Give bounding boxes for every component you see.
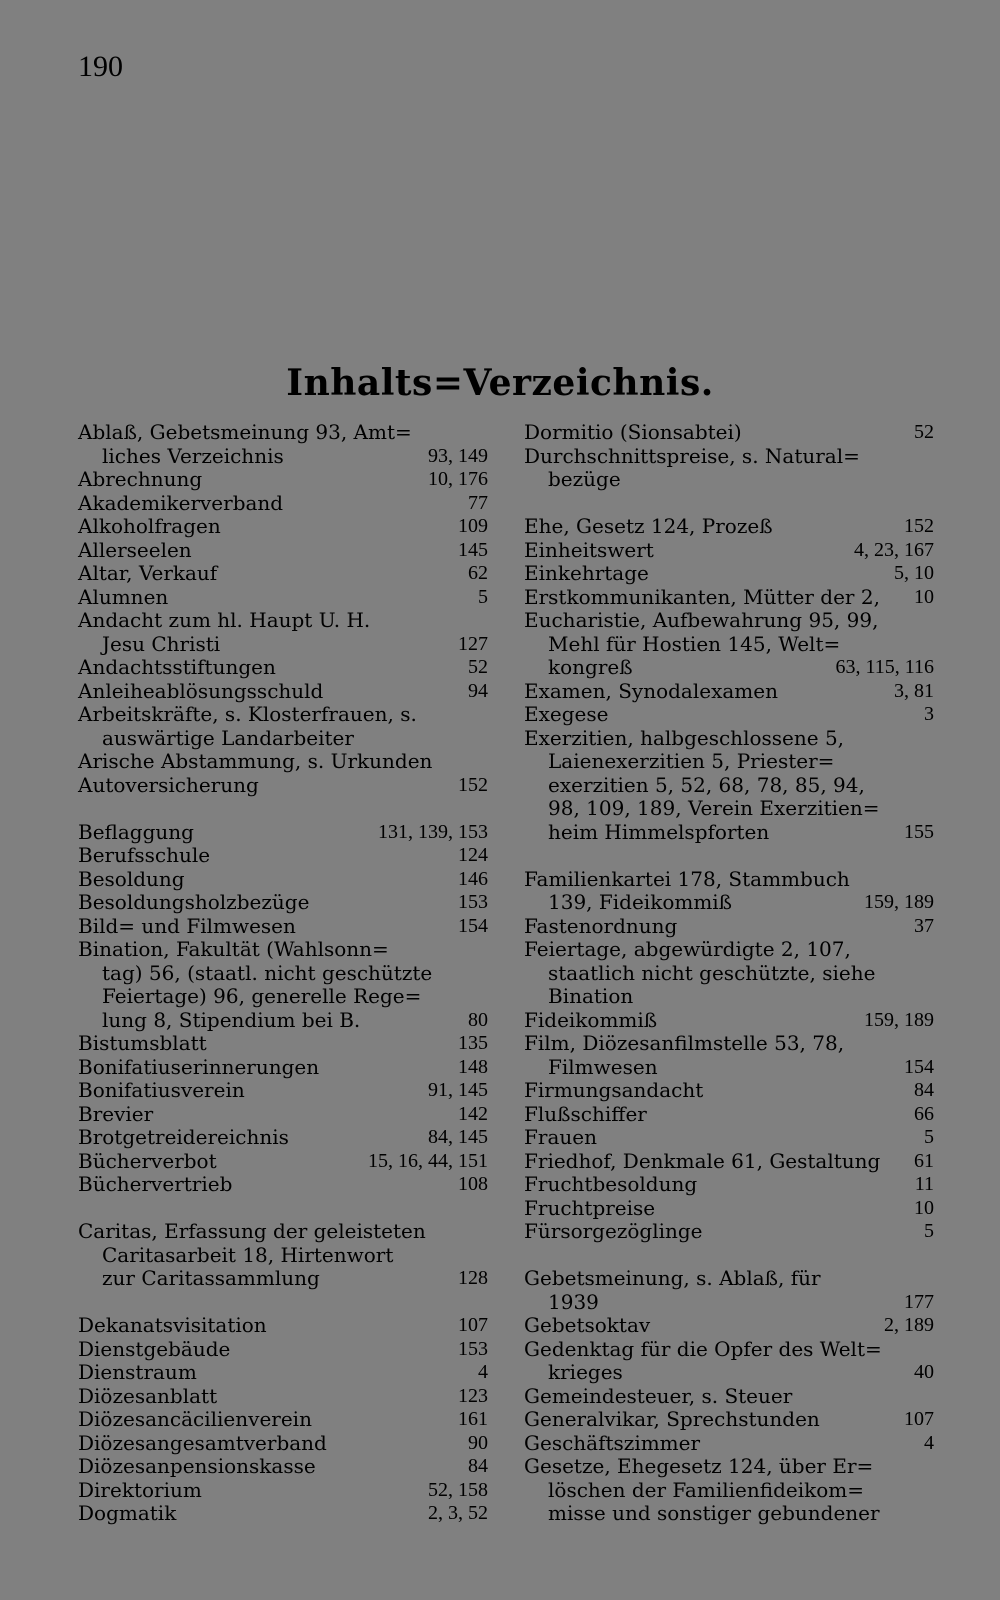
index-entry-text: Altar, Verkauf [78, 561, 218, 585]
index-entry-line [524, 868, 934, 892]
index-entry-page: 161 [458, 1408, 488, 1430]
index-entry-text: Berufsschule [78, 843, 211, 867]
index-entry-text: Fruchtpreise [524, 1195, 656, 1220]
index-entry-line [78, 1079, 488, 1103]
page-title: Inhalts=Verzeichnis. [286, 362, 714, 404]
index-entry-line [78, 1432, 488, 1456]
index-entry-page: 66 [914, 1102, 934, 1125]
index-entry-text: Fideikommiß [524, 1007, 658, 1032]
index-entry-page: 40 [914, 1361, 934, 1383]
index-entry-text: liches Verzeichnis [102, 443, 284, 468]
index-spacer [524, 1244, 934, 1268]
index-entry-text: Flußschiffer [524, 1101, 647, 1126]
index-entry-line [78, 1338, 488, 1362]
index-entry-page: 10 [914, 1196, 934, 1219]
index-entry-page: 5 [924, 1126, 934, 1148]
index-entry-text: Friedhof, Denkmale 61, Gestaltung [524, 1148, 881, 1173]
index-entry-line [524, 1197, 934, 1221]
index-entry-text: Alumnen [78, 584, 169, 609]
index-entry-text: Dekanatsvisitation [78, 1313, 267, 1337]
index-entry-line [524, 1479, 934, 1503]
index-entry-text: Feiertage) 96, generelle Rege= [102, 984, 422, 1008]
index-entry-page: 177 [904, 1290, 934, 1313]
index-entry-text: Diözesanblatt [78, 1383, 218, 1408]
index-entry-line [78, 562, 488, 586]
index-entry-page: 37 [914, 914, 934, 937]
index-entry-text: staatlich nicht geschützte, siehe [548, 960, 876, 985]
index-entry-text: Bonifatiuserinnerungen [78, 1054, 320, 1079]
index-entry-text: Frauen [524, 1125, 597, 1149]
index-entry-text: Gebetsoktav [524, 1313, 651, 1337]
index-entry-page: 93, 149 [428, 444, 488, 467]
index-entry-text: Arische Abstammung, s. Urkunden [78, 749, 433, 773]
index-entry-text: kongreß [548, 655, 633, 679]
index-entry-page: 146 [458, 867, 488, 890]
index-entry-line [78, 492, 488, 516]
index-entry-page: 4 [478, 1361, 488, 1383]
index-entry-text: Bination, Fakultät (Wahlsonn= [78, 937, 389, 961]
index-entry-line [524, 1009, 934, 1033]
index-entry-line [524, 1455, 934, 1479]
index-entry-line [78, 1408, 488, 1432]
index-entry-text: Abrechnung [78, 467, 203, 491]
index-entry-line [524, 445, 934, 469]
index-entry-text: Bild= und Filmwesen [78, 913, 296, 938]
index-entry-text: Bination [548, 984, 634, 1008]
index-spacer [78, 1291, 488, 1315]
index-entry-text: Dienstraum [78, 1360, 197, 1384]
index-entry-text: heim Himmelspforten [548, 819, 770, 844]
index-entry-text: Ablaß, Gebetsmeinung 93, Amt= [78, 420, 412, 444]
index-entry-page: 145 [458, 538, 488, 561]
index-entry-text: Akademikerverband [78, 490, 284, 515]
index-entry-line [78, 1455, 488, 1479]
index-entry-text: Einheitswert [524, 537, 654, 562]
index-entry-page: 4, 23, 167 [854, 538, 934, 561]
index-entry-line [524, 1291, 934, 1315]
index-entry-line [524, 797, 934, 821]
index-entry-page: 131, 139, 153 [378, 820, 488, 843]
index-entry-text: Gemeindesteuer, s. Steuer [524, 1383, 793, 1408]
index-entry-line [524, 1267, 934, 1291]
index-entry-text: Mehl für Hostien 145, Welt= [548, 631, 841, 656]
index-entry-text: Alkoholfragen [78, 514, 221, 538]
index-entry-line [524, 633, 934, 657]
index-entry-page: 148 [458, 1055, 488, 1078]
index-entry-line [524, 515, 934, 539]
index-entry-page: 10, 176 [428, 468, 488, 490]
index-entry-page: 107 [904, 1408, 934, 1430]
index-entry-line [78, 1385, 488, 1409]
index-entry-page: 127 [458, 632, 488, 655]
index-entry-text: Fruchtbesoldung [524, 1172, 698, 1196]
index-entry-page: 152 [458, 773, 488, 796]
index-entry-text: Dogmatik [78, 1501, 177, 1525]
index-entry-line [78, 1479, 488, 1503]
index-entry-line [78, 703, 488, 727]
index-entry-text: Autoversicherung [78, 772, 259, 797]
index-entry-line [78, 539, 488, 563]
index-entry-text: Anleiheablösungsschuld [78, 678, 324, 703]
index-column-left [78, 421, 488, 1526]
index-entry-text: Gebetsmeinung, s. Ablaß, für [524, 1266, 821, 1290]
index-entry-page: 153 [458, 1337, 488, 1360]
index-entry-page: 5, 10 [894, 562, 934, 584]
index-entry-page: 61 [914, 1149, 934, 1172]
index-entry-text: Caritas, Erfassung der geleisteten [78, 1219, 426, 1243]
index-entry-text: Ehe, Gesetz 124, Prozeß [524, 514, 773, 538]
index-entry-text: Beflaggung [78, 819, 194, 844]
index-entry-page: 62 [468, 562, 488, 584]
index-entry-line [524, 539, 934, 563]
page-number: 190 [78, 50, 123, 83]
index-entry-page: 5 [478, 585, 488, 608]
index-entry-page: 159, 189 [864, 891, 934, 913]
index-entry-line [524, 1220, 934, 1244]
index-entry-page: 10 [914, 585, 934, 608]
index-entry-line [524, 1079, 934, 1103]
index-entry-line [78, 1009, 488, 1033]
index-entry-line [524, 1103, 934, 1127]
index-entry-text: 139, Fideikommiß [548, 890, 733, 914]
index-entry-line [524, 656, 934, 680]
index-entry-line [524, 1408, 934, 1432]
index-entry-page: 84 [468, 1455, 488, 1477]
index-spacer [524, 492, 934, 516]
index-entry-line [78, 727, 488, 751]
index-entry-text: Besoldungsholzbezüge [78, 890, 310, 914]
index-column-right [524, 421, 934, 1526]
index-entry-line [78, 1173, 488, 1197]
index-entry-page: 15, 16, 44, 151 [368, 1149, 488, 1172]
index-entry-line [78, 586, 488, 610]
index-entry-page: 154 [904, 1055, 934, 1078]
index-entry-line [78, 1032, 488, 1056]
index-entry-line [524, 727, 934, 751]
index-entry-text: bezüge [548, 467, 621, 491]
index-entry-line [78, 1502, 488, 1526]
index-entry-text: auswärtige Landarbeiter [102, 725, 354, 750]
index-entry-page: 52, 158 [428, 1478, 488, 1501]
index-entry-page: 84, 145 [428, 1126, 488, 1148]
index-entry-page: 109 [458, 515, 488, 537]
index-entry-text: Allerseelen [78, 537, 192, 562]
index-entry-line [524, 1385, 934, 1409]
index-entry-line [524, 1314, 934, 1338]
index-entry-page: 77 [468, 491, 488, 514]
index-entry-text: Familienkartei 178, Stammbuch [524, 866, 850, 891]
index-entry-text: misse und sonstiger gebundener [548, 1501, 880, 1525]
index-entry-page: 152 [904, 515, 934, 537]
index-entry-text: Exerzitien, halbgeschlossene 5, [524, 725, 845, 750]
index-entry-text: Fürsorgezöglinge [524, 1219, 703, 1243]
index-entry-page: 2, 189 [884, 1314, 934, 1336]
index-entry-text: Brevier [78, 1101, 154, 1126]
index-entry-text: Andachtsstiftungen [78, 655, 276, 679]
index-entry-text: lung 8, Stipendium bei B. [102, 1007, 361, 1032]
index-entry-line [78, 750, 488, 774]
index-entry-page: 124 [458, 844, 488, 866]
index-entry-text: Erstkommunikanten, Mütter der 2, [524, 584, 880, 609]
index-entry-line [524, 1361, 934, 1385]
index-entry-line [78, 985, 488, 1009]
index-entry-line [78, 774, 488, 798]
index-entry-page: 153 [458, 891, 488, 913]
index-entry-line [78, 868, 488, 892]
index-entry-line [78, 1103, 488, 1127]
index-entry-page: 123 [458, 1384, 488, 1407]
index-entry-page: 3, 81 [894, 679, 934, 702]
index-entry-page: 155 [904, 820, 934, 843]
index-entry-page: 4 [924, 1431, 934, 1454]
index-entry-text: Diözesancäcilienverein [78, 1407, 312, 1431]
index-entry-line [78, 609, 488, 633]
index-entry-text: exerzitien 5, 52, 68, 78, 85, 94, [548, 772, 865, 797]
index-entry-text: Dienstgebäude [78, 1336, 231, 1361]
index-entry-line [78, 515, 488, 539]
index-entry-line [78, 1126, 488, 1150]
index-entry-line [78, 468, 488, 492]
index-entry-line [524, 1150, 934, 1174]
index-entry-text: Diözesanpensionskasse [78, 1454, 316, 1478]
index-entry-page: 84 [914, 1079, 934, 1101]
index-entry-text: Durchschnittspreise, s. Natural= [524, 443, 860, 468]
index-entry-line [524, 1056, 934, 1080]
index-entry-text: Bonifatiusverein [78, 1078, 245, 1102]
index-entry-line [524, 750, 934, 774]
index-entry-line [524, 1173, 934, 1197]
index-entry-text: Feiertage, abgewürdigte 2, 107, [524, 937, 851, 961]
index-entry-line [78, 1314, 488, 1338]
index-entry-page: 5 [924, 1220, 934, 1242]
index-entry-text: Arbeitskräfte, s. Klosterfrauen, s. [78, 702, 417, 726]
index-entry-line [78, 938, 488, 962]
index-entry-line [78, 821, 488, 845]
index-entry-line [78, 680, 488, 704]
index-spacer [524, 844, 934, 868]
index-entry-line [524, 891, 934, 915]
index-entry-text: Examen, Synodalexamen [524, 678, 778, 703]
index-entry-line [524, 1338, 934, 1362]
index-entry-line [78, 633, 488, 657]
index-entry-line [78, 445, 488, 469]
index-entry-line [524, 1432, 934, 1456]
index-entry-text: Direktorium [78, 1477, 202, 1502]
index-entry-text: Fastenordnung [524, 913, 678, 938]
index-entry-line [524, 703, 934, 727]
index-entry-text: Caritasarbeit 18, Hirtenwort [102, 1242, 394, 1267]
index-entry-line [78, 1267, 488, 1291]
index-entry-text: tag) 56, (staatl. nicht geschützte [102, 960, 433, 985]
index-entry-text: Geschäftszimmer [524, 1430, 701, 1455]
index-entry-text: Bistumsblatt [78, 1031, 207, 1055]
index-entry-text: Jesu Christi [102, 631, 221, 656]
index-entry-line [524, 985, 934, 1009]
index-entry-page: 90 [468, 1431, 488, 1454]
index-entry-line [524, 821, 934, 845]
index-entry-line [524, 562, 934, 586]
index-entry-line [524, 1126, 934, 1150]
index-entry-line [524, 1502, 934, 1526]
index-entry-text: Gesetze, Ehegesetz 124, über Er= [524, 1454, 874, 1478]
index-spacer [78, 797, 488, 821]
index-entry-text: Einkehrtage [524, 561, 649, 585]
index-entry-text: Generalvikar, Sprechstunden [524, 1407, 820, 1431]
index-spacer [78, 1197, 488, 1221]
index-entry-line [78, 1220, 488, 1244]
index-entry-page: 142 [458, 1102, 488, 1125]
index-entry-text: Diözesangesamtverband [78, 1430, 327, 1455]
index-entry-line [524, 586, 934, 610]
index-entry-line [78, 962, 488, 986]
index-entry-text: Laienexerzitien 5, Priester= [548, 749, 835, 773]
index-entry-page: 128 [458, 1267, 488, 1289]
index-entry-page: 63, 115, 116 [835, 656, 934, 678]
index-entry-line [524, 962, 934, 986]
index-entry-text: Dormitio (Sionsabtei) [524, 420, 742, 444]
index-entry-line [78, 915, 488, 939]
index-entry-page: 135 [458, 1032, 488, 1054]
index-entry-line [78, 1361, 488, 1385]
index-entry-text: Exegese [524, 702, 609, 726]
index-entry-text: Firmungsandacht [524, 1078, 704, 1102]
index-entry-page: 154 [458, 914, 488, 937]
index-entry-line [524, 609, 934, 633]
index-entry-line [78, 844, 488, 868]
index-entry-page: 159, 189 [864, 1008, 934, 1031]
index-entry-line [78, 421, 488, 445]
index-entry-line [524, 938, 934, 962]
index-entry-page: 80 [468, 1008, 488, 1031]
index-entry-text: Film, Diözesanfilmstelle 53, 78, [524, 1031, 845, 1055]
index-entry-page: 94 [468, 679, 488, 702]
index-entry-text: Bücherverbot [78, 1148, 217, 1173]
index-entry-page: 2, 3, 52 [428, 1502, 488, 1524]
index-entry-line [524, 1032, 934, 1056]
index-entry-page: 108 [458, 1173, 488, 1195]
index-entry-text: löschen der Familienfideikom= [548, 1477, 864, 1502]
index-entry-page: 52 [914, 421, 934, 443]
index-entry-line [524, 680, 934, 704]
index-entry-text: zur Caritassammlung [102, 1266, 320, 1290]
index-entry-text: Filmwesen [548, 1054, 658, 1079]
index-entry-page: 91, 145 [428, 1079, 488, 1101]
index-entry-line [524, 774, 934, 798]
index-entry-page: 52 [468, 656, 488, 678]
index-entry-text: Besoldung [78, 866, 185, 891]
index-entry-text: Büchervertrieb [78, 1172, 233, 1196]
index-entry-line [78, 1056, 488, 1080]
index-entry-line [524, 421, 934, 445]
index-entry-line [524, 915, 934, 939]
index-entry-text: Eucharistie, Aufbewahrung 95, 99, [524, 608, 879, 632]
index-entry-line [524, 468, 934, 492]
index-entry-text: 98, 109, 189, Verein Exerzitien= [548, 796, 880, 820]
index-entry-line [78, 656, 488, 680]
index-entry-line [78, 1150, 488, 1174]
index-entry-page: 107 [458, 1314, 488, 1336]
index-entry-line [78, 1244, 488, 1268]
index-entry-text: krieges [548, 1360, 623, 1384]
index-entry-text: Andacht zum hl. Haupt U. H. [78, 608, 371, 632]
index-entry-text: Brotgetreidereichnis [78, 1125, 289, 1149]
index-entry-page: 3 [924, 703, 934, 725]
index-entry-text: Gedenktag für die Opfer des Welt= [524, 1336, 882, 1361]
index-entry-text: 1939 [548, 1289, 599, 1314]
index-entry-page: 11 [914, 1173, 934, 1195]
index-entry-line [78, 891, 488, 915]
